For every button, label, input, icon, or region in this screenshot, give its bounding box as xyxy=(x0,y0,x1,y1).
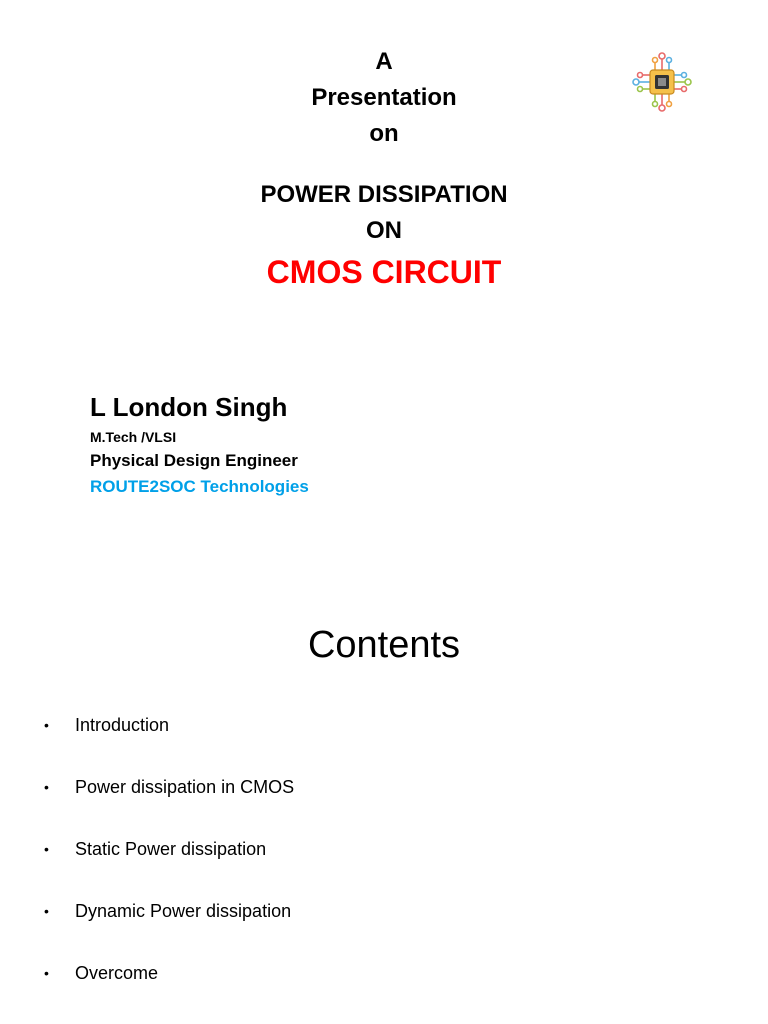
title-line-presentation: Presentation xyxy=(311,84,457,111)
contents-item-label: Introduction xyxy=(75,715,170,735)
author-role: Physical Design Engineer xyxy=(90,451,298,470)
title-line-a: A xyxy=(375,48,393,75)
title-line-on-2: ON xyxy=(366,217,402,244)
contents-item-label: Overcome xyxy=(75,963,159,983)
chip-circuit-icon xyxy=(630,50,694,114)
bullet-icon: • xyxy=(44,965,49,981)
author-name: L London Singh xyxy=(90,392,288,422)
title-line-cmos-circuit: CMOS CIRCUIT xyxy=(266,254,502,290)
bullet-icon: • xyxy=(44,779,49,795)
bullet-icon: • xyxy=(44,903,49,919)
contents-item-label: Static Power dissipation xyxy=(75,839,267,859)
bullet-icon: • xyxy=(44,717,49,733)
title-line-on: on xyxy=(369,120,399,147)
author-block xyxy=(90,390,510,500)
author-degree: M.Tech /VLSI xyxy=(90,429,177,445)
author-company: ROUTE2SOC Technologies xyxy=(90,477,309,496)
bullet-icon: • xyxy=(44,841,49,857)
contents-title: Contents xyxy=(307,624,461,666)
contents-item-label: Power dissipation in CMOS xyxy=(75,777,295,797)
contents-item-label: Dynamic Power dissipation xyxy=(75,901,292,921)
title-line-power-dissipation: POWER DISSIPATION xyxy=(260,181,508,208)
contents-slide xyxy=(0,560,768,1024)
